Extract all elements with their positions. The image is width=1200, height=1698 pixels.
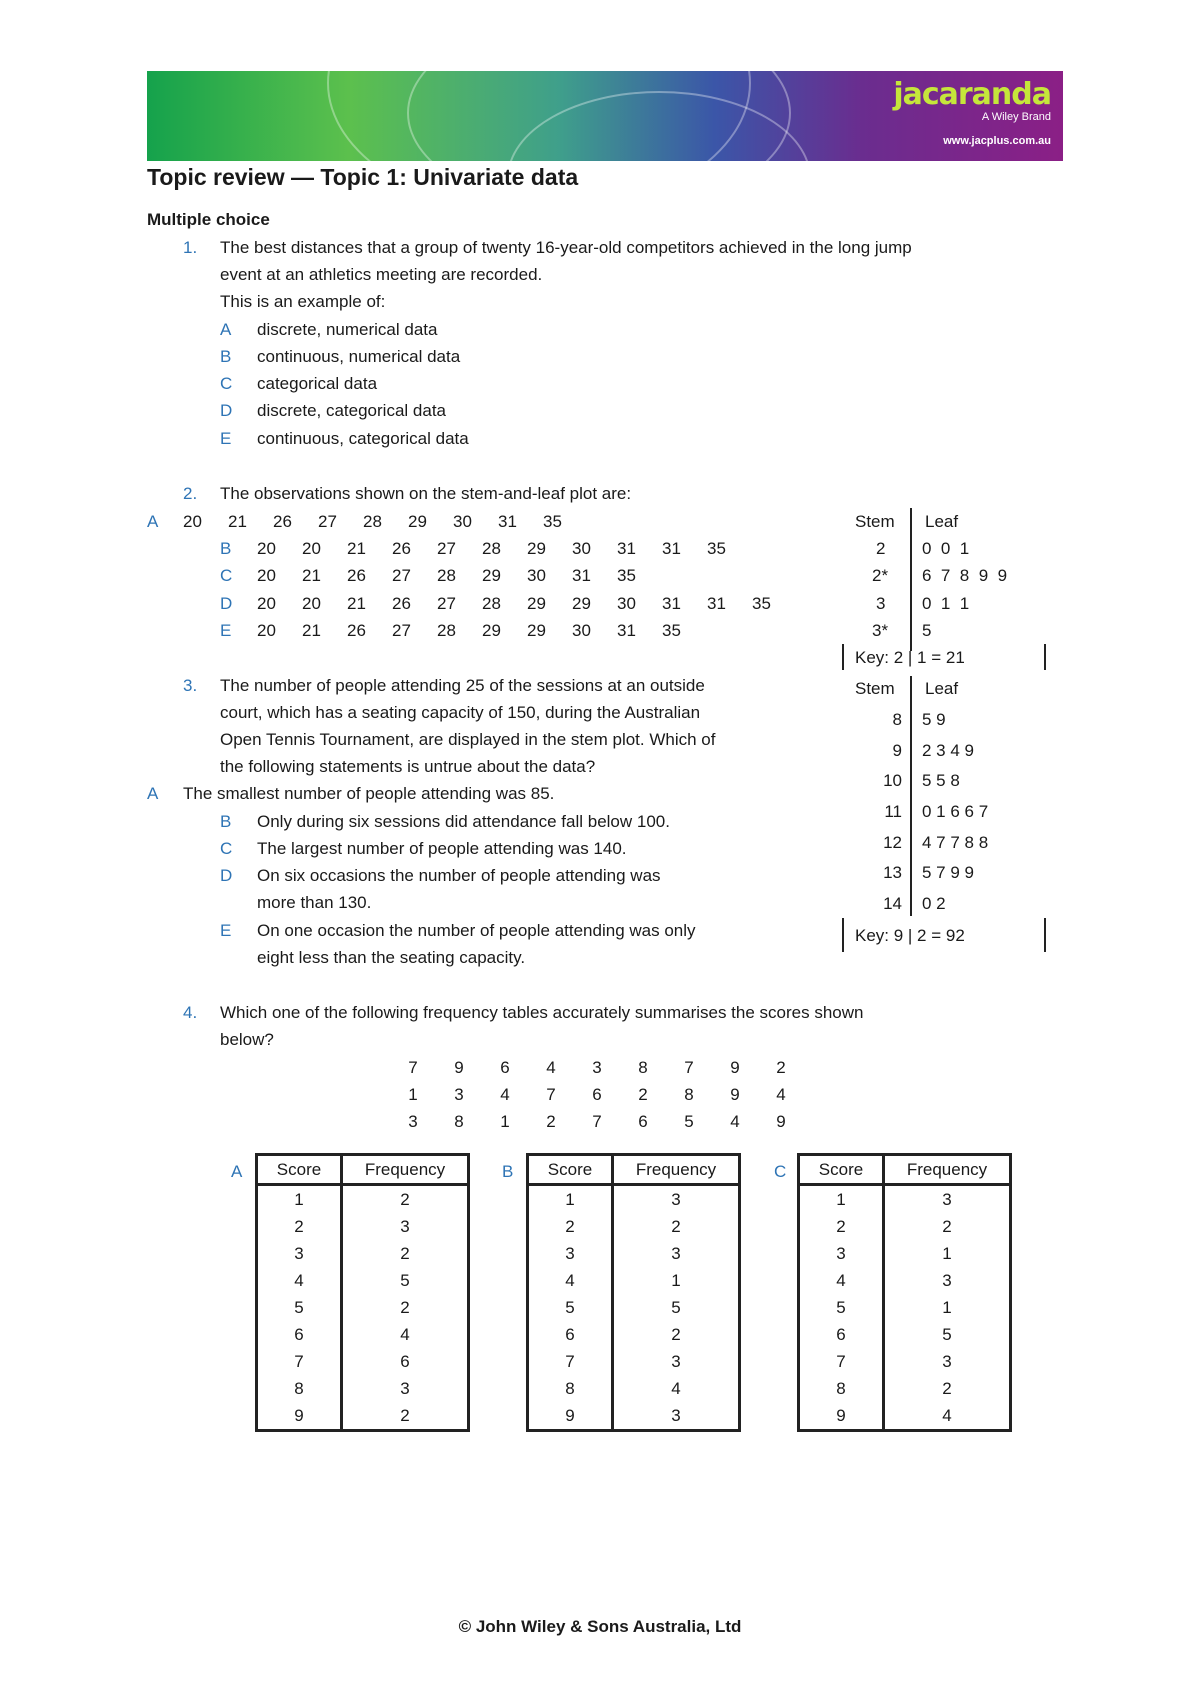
score-cell: 1 (257, 1185, 342, 1214)
table-row (799, 1294, 1011, 1321)
frequency-cell: 2 (400, 1405, 410, 1425)
table-row (799, 1213, 1011, 1240)
brand-tagline: A Wiley Brand (981, 111, 1051, 123)
score-cell: 8 (257, 1375, 342, 1402)
option-value: 30 (453, 512, 472, 531)
option-value: 27 (437, 594, 456, 613)
score-cell: 5 (799, 1294, 884, 1321)
q2-option-values[interactable] (257, 594, 797, 614)
option-value: 30 (617, 594, 636, 613)
page-title: Topic review — Topic 1: Univariate data (147, 164, 579, 190)
q1-line: event at an athletics meeting are recorded. (220, 265, 543, 284)
score-cell: 6 (528, 1321, 613, 1348)
score-cell: 9 (257, 1402, 342, 1431)
score-value: 6 (500, 1058, 510, 1077)
frequency-cell: 6 (400, 1351, 410, 1371)
option-value: 31 (617, 539, 636, 558)
table-row (799, 1375, 1011, 1402)
table-row (799, 1348, 1011, 1375)
q3-line: Open Tennis Tournament, are displayed in the stem plot. Which of (220, 730, 716, 749)
frequency-cell: 5 (942, 1324, 952, 1344)
score-value: 8 (638, 1058, 648, 1077)
score-cell: 7 (257, 1348, 342, 1375)
table-row (799, 1185, 1011, 1214)
option-value: 35 (662, 621, 681, 640)
option-value: 31 (572, 566, 591, 585)
table-option-letter[interactable]: C (774, 1162, 787, 1181)
stem-header: Stem (855, 679, 895, 698)
score-cell: 4 (799, 1267, 884, 1294)
stem-value: 11 (884, 802, 902, 821)
option-value: 21 (228, 512, 247, 531)
option-value: 31 (662, 594, 681, 613)
q3-option-letter[interactable]: D (220, 866, 233, 885)
table-row (257, 1213, 469, 1240)
leaf-values: 5 7 9 9 (922, 863, 974, 882)
frequency-cell: 5 (400, 1270, 410, 1290)
option-value: 26 (273, 512, 292, 531)
frequency-cell: 2 (942, 1216, 952, 1236)
q3-number: 3. (183, 676, 198, 695)
score-cell: 2 (799, 1213, 884, 1240)
q1-line: The best distances that a group of twenty 16-year-old competitors achieved in the long jump (220, 238, 912, 257)
q2-option-letter[interactable]: B (220, 539, 232, 558)
q2-option-values[interactable] (257, 539, 752, 559)
score-value: 4 (776, 1085, 786, 1104)
table-row (799, 1321, 1011, 1348)
stem-value: 9 (892, 741, 902, 760)
table-row (257, 1348, 469, 1375)
leaf-values: 5 5 8 (922, 771, 960, 790)
table-row (257, 1267, 469, 1294)
option-value: 29 (408, 512, 427, 531)
option-value: 31 (662, 539, 681, 558)
frequency-cell: 2 (671, 1216, 681, 1236)
q1-option-text[interactable]: discrete, categorical data (257, 401, 446, 420)
score-header: Score (799, 1155, 884, 1185)
q4-line: Which one of the following frequency tables accurately summarises the scores shown (220, 1003, 864, 1022)
scores-row (390, 1112, 804, 1139)
option-value: 27 (437, 539, 456, 558)
score-cell: 3 (528, 1240, 613, 1267)
option-value: 20 (302, 539, 321, 558)
frequency-cell: 4 (942, 1405, 952, 1425)
stem-value: 2* (872, 566, 889, 585)
leaf-values: 0 1 6 6 7 (922, 802, 989, 821)
score-value: 1 (408, 1085, 418, 1104)
q3-option-letter[interactable]: A (147, 784, 159, 803)
score-value: 7 (684, 1058, 694, 1077)
table-row (257, 1185, 469, 1214)
score-cell: 4 (257, 1267, 342, 1294)
score-cell: 7 (799, 1348, 884, 1375)
q3-option-letter[interactable]: C (220, 839, 233, 858)
option-value: 20 (257, 539, 276, 558)
frequency-cell: 1 (671, 1270, 681, 1290)
option-value: 21 (347, 539, 366, 558)
option-value: 28 (363, 512, 382, 531)
q1-option-letter[interactable]: C (220, 374, 233, 393)
leaf-values: 0 1 1 (922, 594, 970, 613)
score-value: 2 (776, 1058, 786, 1077)
stem-value: 10 (883, 771, 902, 790)
q3-option-letter[interactable]: E (220, 921, 232, 940)
frequency-cell: 1 (942, 1297, 952, 1317)
option-value: 29 (527, 594, 546, 613)
score-cell: 7 (528, 1348, 613, 1375)
table-option-letter[interactable]: A (231, 1162, 243, 1181)
q2-number: 2. (183, 484, 198, 503)
score-cell: 4 (528, 1267, 613, 1294)
option-value: 27 (392, 621, 411, 640)
option-value: 26 (392, 539, 411, 558)
score-value: 9 (454, 1058, 464, 1077)
score-cell: 9 (528, 1402, 613, 1431)
table-row (799, 1240, 1011, 1267)
plot-key: Key: 9 | 2 = 92 (855, 926, 965, 945)
option-value: 28 (437, 621, 456, 640)
stem-value: 13 (883, 863, 902, 882)
option-value: 20 (257, 594, 276, 613)
leaf-values: 2 3 4 9 (922, 741, 974, 760)
score-cell: 3 (257, 1240, 342, 1267)
q3-line: court, which has a seating capacity of 150, during the Australian (220, 703, 701, 722)
score-value: 3 (592, 1058, 602, 1077)
leaf-values: 5 (922, 621, 932, 640)
stem-header: Stem (855, 512, 895, 531)
option-value: 21 (347, 594, 366, 613)
frequency-cell: 3 (671, 1189, 681, 1209)
frequency-cell: 4 (671, 1378, 681, 1398)
frequency-header: Frequency (342, 1155, 469, 1185)
q4-line: below? (220, 1030, 274, 1049)
q1-number: 1. (183, 238, 198, 257)
leaf-values: 0 2 (922, 894, 946, 913)
frequency-cell: 3 (400, 1216, 410, 1236)
option-value: 20 (183, 512, 202, 531)
table-header-row (528, 1155, 740, 1185)
option-value: 20 (257, 621, 276, 640)
q2-option-values[interactable] (183, 512, 588, 532)
score-value: 1 (500, 1112, 510, 1131)
score-cell: 8 (528, 1375, 613, 1402)
table-row (799, 1267, 1011, 1294)
section-heading: Multiple choice (147, 210, 270, 229)
frequency-header: Frequency (884, 1155, 1011, 1185)
leaf-values: 6 7 8 9 9 (922, 566, 1008, 585)
option-value: 26 (392, 594, 411, 613)
q1-option-letter[interactable]: A (220, 320, 232, 339)
score-value: 7 (546, 1085, 556, 1104)
frequency-cell: 3 (671, 1405, 681, 1425)
score-cell: 5 (528, 1294, 613, 1321)
q1-option-text[interactable]: continuous, numerical data (257, 347, 461, 366)
score-cell: 2 (257, 1213, 342, 1240)
option-value: 29 (482, 621, 501, 640)
key-bracket (842, 644, 844, 670)
q3-option-text[interactable]: On six occasions the number of people attending was (257, 866, 661, 885)
header-banner (147, 71, 1063, 161)
table-row (528, 1402, 740, 1431)
option-value: 21 (302, 566, 321, 585)
option-value: 35 (752, 594, 771, 613)
option-value: 29 (527, 539, 546, 558)
q4-number: 4. (183, 1003, 198, 1022)
score-cell: 9 (799, 1402, 884, 1431)
q2-option-letter[interactable]: A (147, 512, 159, 531)
option-value: 35 (543, 512, 562, 531)
frequency-cell: 3 (942, 1270, 952, 1290)
score-value: 8 (454, 1112, 464, 1131)
scores-grid (390, 1058, 804, 1139)
plot-key: Key: 2 | 1 = 21 (855, 648, 965, 667)
option-value: 28 (437, 566, 456, 585)
stem-divider (910, 508, 912, 651)
score-cell: 6 (257, 1321, 342, 1348)
table-row (528, 1240, 740, 1267)
option-value: 35 (707, 539, 726, 558)
brand-url: www.jacplus.com.au (943, 135, 1051, 147)
option-value: 27 (392, 566, 411, 585)
q3-line: The number of people attending 25 of the sessions at an outside (220, 676, 705, 695)
option-value: 28 (482, 539, 501, 558)
frequency-cell: 3 (671, 1351, 681, 1371)
score-value: 3 (408, 1112, 418, 1131)
q3-option-text[interactable]: more than 130. (257, 893, 372, 912)
key-bracket (1044, 644, 1046, 670)
key-bracket (1044, 918, 1046, 952)
q1-option-text[interactable]: categorical data (257, 374, 378, 393)
option-value: 21 (302, 621, 321, 640)
score-value: 8 (684, 1085, 694, 1104)
option-value: 26 (347, 566, 366, 585)
score-value: 7 (408, 1058, 418, 1077)
table-row (528, 1213, 740, 1240)
frequency-cell: 2 (400, 1189, 410, 1209)
option-value: 20 (257, 566, 276, 585)
frequency-cell: 2 (671, 1324, 681, 1344)
score-value: 7 (592, 1112, 602, 1131)
q1-line: This is an example of: (220, 292, 386, 311)
table-row (528, 1321, 740, 1348)
leaf-header: Leaf (925, 512, 959, 531)
frequency-cell: 2 (942, 1378, 952, 1398)
option-value: 31 (707, 594, 726, 613)
q3-option-letter[interactable]: B (220, 812, 232, 831)
q3-option-text[interactable]: The smallest number of people attending was 85. (183, 784, 555, 803)
stem-value: 2 (876, 539, 886, 558)
score-value: 9 (730, 1085, 740, 1104)
table-row (528, 1185, 740, 1214)
option-value: 26 (347, 621, 366, 640)
score-value: 4 (500, 1085, 510, 1104)
q2-option-letter[interactable]: E (220, 621, 232, 640)
q3-line: the following statements is untrue about the data? (220, 757, 596, 776)
score-value: 9 (776, 1112, 786, 1131)
option-value: 29 (482, 566, 501, 585)
table-header-row (799, 1155, 1011, 1185)
option-value: 29 (572, 594, 591, 613)
q2-option-values[interactable] (257, 621, 707, 641)
stem-value: 3 (876, 594, 886, 613)
score-cell: 3 (799, 1240, 884, 1267)
score-value: 9 (730, 1058, 740, 1077)
q3-option-text[interactable]: The largest number of people attending was 140. (257, 839, 627, 858)
frequency-header: Frequency (613, 1155, 740, 1185)
q2-text: The observations shown on the stem-and-leaf plot are: (220, 484, 632, 503)
option-value: 30 (572, 539, 591, 558)
footer-copyright: © John Wiley & Sons Australia, Ltd (458, 1617, 742, 1636)
frequency-cell: 4 (400, 1324, 410, 1344)
q1-option-text[interactable]: continuous, categorical data (257, 429, 469, 448)
score-cell: 2 (528, 1213, 613, 1240)
table-row (528, 1348, 740, 1375)
option-value: 28 (482, 594, 501, 613)
score-cell: 5 (257, 1294, 342, 1321)
score-value: 2 (638, 1085, 648, 1104)
frequency-cell: 2 (400, 1297, 410, 1317)
option-value: 35 (617, 566, 636, 585)
option-value: 31 (498, 512, 517, 531)
frequency-table-a[interactable] (255, 1153, 470, 1432)
leaf-header: Leaf (925, 679, 959, 698)
leaf-values: 0 0 1 (922, 539, 970, 558)
key-bracket (842, 918, 844, 952)
stem-value: 8 (892, 710, 902, 729)
frequency-cell: 3 (400, 1378, 410, 1398)
q3-option-text[interactable]: eight less than the seating capacity. (257, 948, 526, 967)
q1-option-letter[interactable]: B (220, 347, 232, 366)
option-value: 30 (572, 621, 591, 640)
q1-option-text[interactable]: discrete, numerical data (257, 320, 438, 339)
table-option-letter[interactable]: B (502, 1162, 514, 1181)
score-cell: 8 (799, 1375, 884, 1402)
frequency-cell: 3 (942, 1189, 952, 1209)
frequency-cell: 2 (400, 1243, 410, 1263)
frequency-cell: 5 (671, 1297, 681, 1317)
frequency-cell: 3 (942, 1351, 952, 1371)
scores-row (390, 1085, 804, 1112)
table-header-row (257, 1155, 469, 1185)
frequency-cell: 1 (942, 1243, 952, 1263)
frequency-table-b[interactable] (526, 1153, 741, 1432)
score-value: 6 (592, 1085, 602, 1104)
table-row (799, 1402, 1011, 1431)
table-row (257, 1402, 469, 1431)
frequency-table-c[interactable] (797, 1153, 1012, 1432)
stem-divider (910, 676, 912, 916)
stem-value: 12 (883, 833, 902, 852)
q1-option-letter[interactable]: D (220, 401, 233, 420)
table-row (528, 1267, 740, 1294)
leaf-values: 4 7 7 8 8 (922, 833, 989, 852)
score-cell: 6 (799, 1321, 884, 1348)
q1-option-letter[interactable]: E (220, 429, 232, 448)
stem-value: 3* (872, 621, 889, 640)
stem-value: 14 (883, 894, 902, 913)
table-row (257, 1240, 469, 1267)
score-cell: 1 (799, 1185, 884, 1214)
score-value: 4 (546, 1058, 556, 1077)
score-value: 2 (546, 1112, 556, 1131)
q3-option-text[interactable]: On one occasion the number of people attending was only (257, 921, 696, 940)
table-row (528, 1375, 740, 1402)
score-value: 6 (638, 1112, 648, 1131)
leaf-values: 5 9 (922, 710, 946, 729)
table-row (257, 1321, 469, 1348)
q2-option-letter[interactable]: C (220, 566, 233, 585)
table-row (257, 1375, 469, 1402)
q2-option-letter[interactable]: D (220, 594, 233, 613)
option-value: 30 (527, 566, 546, 585)
option-value: 31 (617, 621, 636, 640)
option-value: 27 (318, 512, 337, 531)
table-row (257, 1294, 469, 1321)
score-cell: 1 (528, 1185, 613, 1214)
frequency-cell: 3 (671, 1243, 681, 1263)
option-value: 20 (302, 594, 321, 613)
q2-option-values[interactable] (257, 566, 662, 586)
brand-logo: jacaranda (893, 77, 1051, 112)
q3-option-text[interactable]: Only during six sessions did attendance fall below 100. (257, 812, 670, 831)
score-value: 4 (730, 1112, 740, 1131)
table-row (528, 1294, 740, 1321)
option-value: 29 (527, 621, 546, 640)
score-header: Score (257, 1155, 342, 1185)
score-header: Score (528, 1155, 613, 1185)
score-value: 5 (684, 1112, 694, 1131)
score-value: 3 (454, 1085, 464, 1104)
scores-row (390, 1058, 804, 1085)
